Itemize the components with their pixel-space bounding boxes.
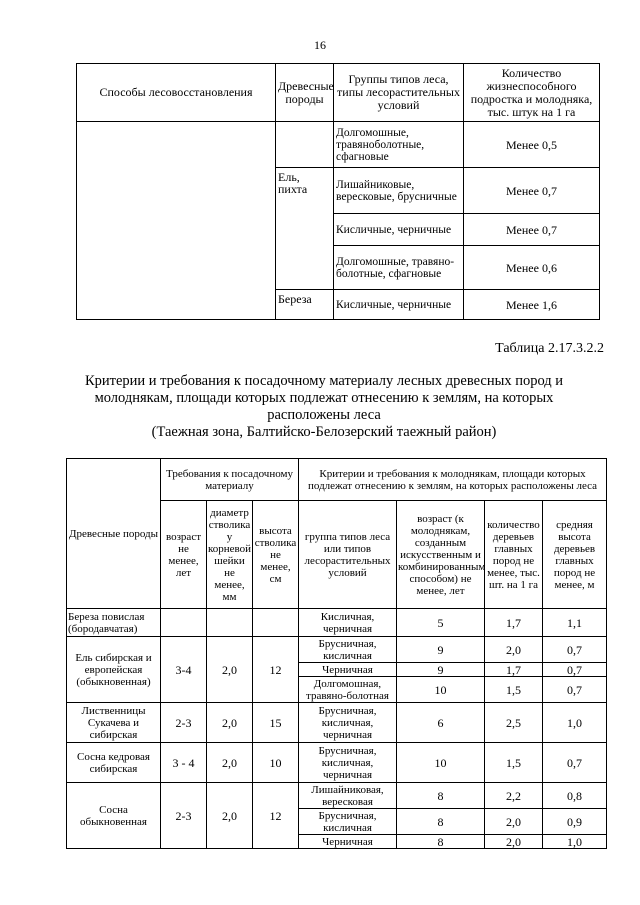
avg-height-cell: 1,1	[543, 609, 607, 637]
header-planting-requirements: Требования к посадочному материалу	[161, 459, 299, 501]
young-age-cell: 8	[397, 835, 485, 849]
forest-group-cell: Брусничная, кисличная	[299, 637, 397, 663]
header-forest-group: группа типов леса или типов лесорастительных условий	[299, 501, 397, 609]
table-regeneration-methods	[76, 63, 600, 320]
young-age-cell: 6	[397, 703, 485, 743]
young-age-cell: 8	[397, 783, 485, 809]
height-cell: 12	[253, 637, 299, 703]
tree-count-cell: 2,0	[485, 835, 543, 849]
count-cell: Менее 0,5	[464, 122, 600, 168]
header-species: Древесные породы	[67, 459, 161, 609]
header-young-criteria: Критерии и требования к молоднякам, площади которых подлежат отнесению к землям, на которых расположены леса	[299, 459, 607, 501]
young-age-cell: 10	[397, 743, 485, 783]
species-cell-birch: Береза	[276, 290, 334, 320]
forest-group-cell: Брусничная, кисличная, черничная	[299, 743, 397, 783]
table-caption: Таблица 2.17.3.2.2	[495, 341, 604, 356]
table-row	[67, 783, 607, 809]
avg-height-cell: 0,7	[543, 743, 607, 783]
count-cell: Менее 0,6	[464, 246, 600, 290]
title-line: расположены леса	[267, 407, 381, 423]
species-cell: Сосна обыкновенная	[67, 783, 161, 849]
young-age-cell: 10	[397, 677, 485, 703]
species-cell: Лиственницы Сукачева и сибирская	[67, 703, 161, 743]
avg-height-cell: 0,8	[543, 783, 607, 809]
tree-count-cell: 1,5	[485, 743, 543, 783]
young-age-cell: 5	[397, 609, 485, 637]
age-cell: 3 - 4	[161, 743, 207, 783]
count-cell: Менее 1,6	[464, 290, 600, 320]
forest-group-cell: Брусничная, кисличная	[299, 809, 397, 835]
species-cell	[276, 122, 334, 168]
forest-group-cell: Долгомошная, травяно-болотная	[299, 677, 397, 703]
forest-group-cell: Черничная	[299, 663, 397, 677]
species-cell-spruce: Ель, пихта	[276, 168, 334, 290]
title-line: (Таежная зона, Балтийско-Белозерский таежный район)	[151, 424, 497, 440]
count-cell: Менее 0,7	[464, 214, 600, 246]
species-cell: Сосна кедровая сибирская	[67, 743, 161, 783]
age-cell	[161, 609, 207, 637]
tree-count-cell: 2,0	[485, 809, 543, 835]
tree-count-cell: 2,5	[485, 703, 543, 743]
species-cell: Ель сибирская и европейская (обыкновенная)	[67, 637, 161, 703]
tree-count-cell: 2,2	[485, 783, 543, 809]
avg-height-cell: 1,0	[543, 835, 607, 849]
avg-height-cell: 0,9	[543, 809, 607, 835]
diameter-cell: 2,0	[207, 743, 253, 783]
avg-height-cell: 0,7	[543, 677, 607, 703]
tree-count-cell: 1,7	[485, 609, 543, 637]
count-cell: Менее 0,7	[464, 168, 600, 214]
height-cell: 15	[253, 703, 299, 743]
forest-group-cell: Кисличные, черничные	[334, 214, 464, 246]
section-title	[64, 373, 584, 441]
table-planting-criteria	[66, 458, 607, 849]
avg-height-cell: 0,7	[543, 663, 607, 677]
forest-group-cell: Брусничная, кисличная, черничная	[299, 703, 397, 743]
header-tree-count: количество деревьев главных пород не менее, тыс. шт. на 1 га	[485, 501, 543, 609]
forest-group-cell: Кисличные, черничные	[334, 290, 464, 320]
forest-group-cell: Лишайниковые, вересковые, брусничные	[334, 168, 464, 214]
header-age: возраст не менее, лет	[161, 501, 207, 609]
header-height: высота стволика не менее, см	[253, 501, 299, 609]
header-young-age: возраст (к молоднякам, созданным искусственным и комбинированным способом) не менее, лет	[397, 501, 485, 609]
diameter-cell: 2,0	[207, 703, 253, 743]
avg-height-cell: 0,7	[543, 637, 607, 663]
forest-group-cell: Кисличная, черничная	[299, 609, 397, 637]
young-age-cell: 9	[397, 637, 485, 663]
young-age-cell: 8	[397, 809, 485, 835]
page-number: 16	[314, 38, 326, 52]
height-cell: 10	[253, 743, 299, 783]
table-row	[77, 122, 600, 168]
table-row	[67, 703, 607, 743]
table-row	[67, 637, 607, 663]
height-cell	[253, 609, 299, 637]
diameter-cell	[207, 609, 253, 637]
tree-count-cell: 1,7	[485, 663, 543, 677]
methods-cell	[77, 122, 276, 320]
forest-group-cell: Долгомошные, травяноболотные, сфагновые	[334, 122, 464, 168]
header-diameter: диаметр стволика у корневой шейки не менее, мм	[207, 501, 253, 609]
age-cell: 3-4	[161, 637, 207, 703]
table-row	[67, 609, 607, 637]
diameter-cell: 2,0	[207, 783, 253, 849]
header-avg-height: средняя высота деревьев главных пород не менее, м	[543, 501, 607, 609]
table-header-row	[67, 459, 607, 501]
header-methods: Способы лесовосстановления	[77, 64, 276, 122]
tree-count-cell: 1,5	[485, 677, 543, 703]
title-line: молоднякам, площади которых подлежат отнесению к землям, на которых	[94, 390, 554, 406]
table-header-row	[77, 64, 600, 122]
header-species: Древесные породы	[276, 64, 334, 122]
diameter-cell: 2,0	[207, 637, 253, 703]
title-line: Критерии и требования к посадочному материалу лесных древесных пород и	[84, 373, 564, 389]
avg-height-cell: 1,0	[543, 703, 607, 743]
table-row	[67, 743, 607, 783]
tree-count-cell: 2,0	[485, 637, 543, 663]
height-cell: 12	[253, 783, 299, 849]
header-forest-groups: Группы типов леса, типы лесорастительных условий	[334, 64, 464, 122]
forest-group-cell: Лишайниковая, вересковая	[299, 783, 397, 809]
age-cell: 2-3	[161, 703, 207, 743]
header-count: Количество жизнеспособного подростка и молодняка, тыс. штук на 1 га	[464, 64, 600, 122]
young-age-cell: 9	[397, 663, 485, 677]
age-cell: 2-3	[161, 783, 207, 849]
forest-group-cell: Черничная	[299, 835, 397, 849]
species-cell: Береза повислая (бородавчатая)	[67, 609, 161, 637]
forest-group-cell: Долгомошные, травяно-болотные, сфагновые	[334, 246, 464, 290]
